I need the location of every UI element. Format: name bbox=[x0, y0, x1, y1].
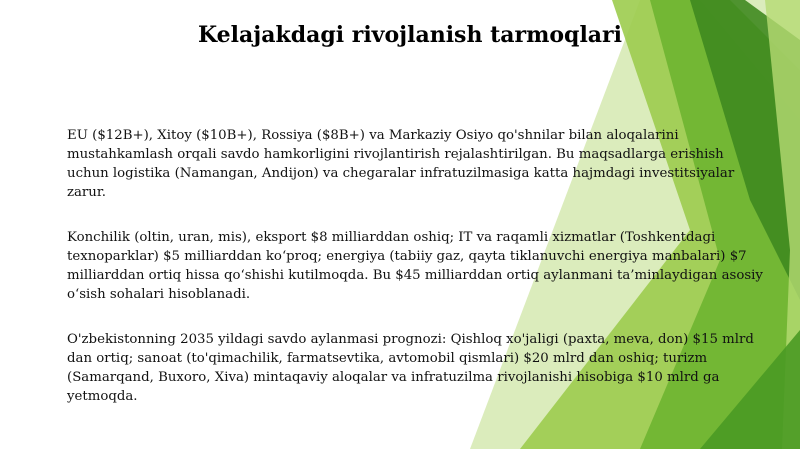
paragraph-trade-partners: EU ($12B+), Xitoy ($10B+), Rossiya ($8B+) va Markaziy Osiyo qo'shnilar bilan aloqalarini mustahkamlash orqali savdo hamkorligini rivojlantirish rejalashtirilgan. Bu maqsadlarga erishish uchun logistika (Namangan, Andijon) va chegaralar infratuzilmasiga katta hajmdagi investitsiyalar zarur. bbox=[67, 128, 735, 200]
slide-title: Kelajakdagi rivojlanish tarmoqlari bbox=[197, 22, 622, 48]
paragraph-growth-sectors: Konchilik (oltin, uran, mis), eksport $8 milliarddan oshiq; IT va raqamli xizmatlar (Toshkentdagi texnoparklar) $5 milliarddan ko‘proq; energiya (tabiiy gaz, qayta tiklanuvchi energiya manbalari) $7 milliarddan ortiq hissa qo‘shishi kutilmoqda. Bu $45 milliarddan ortiq aylanmani ta’minlaydigan asosiy o‘sish sohalari hisoblanadi. bbox=[67, 230, 763, 302]
paragraph-2035-forecast: O'zbekistonning 2035 yildagi savdo aylanmasi prognozi: Qishloq xo'jaligi (paxta, meva, don) $15 mlrd dan ortiq; sanoat (to'qimachilik, farmatsevtika, avtomobil qismlari) $20 mlrd dan oshiq; turizm (Samarqand, Buxoro, Xiva) mintaqaviy aloqalar va infratuzilma rivojlanishi hisobiga $10 mlrd ga yetmoqda. bbox=[67, 332, 754, 404]
